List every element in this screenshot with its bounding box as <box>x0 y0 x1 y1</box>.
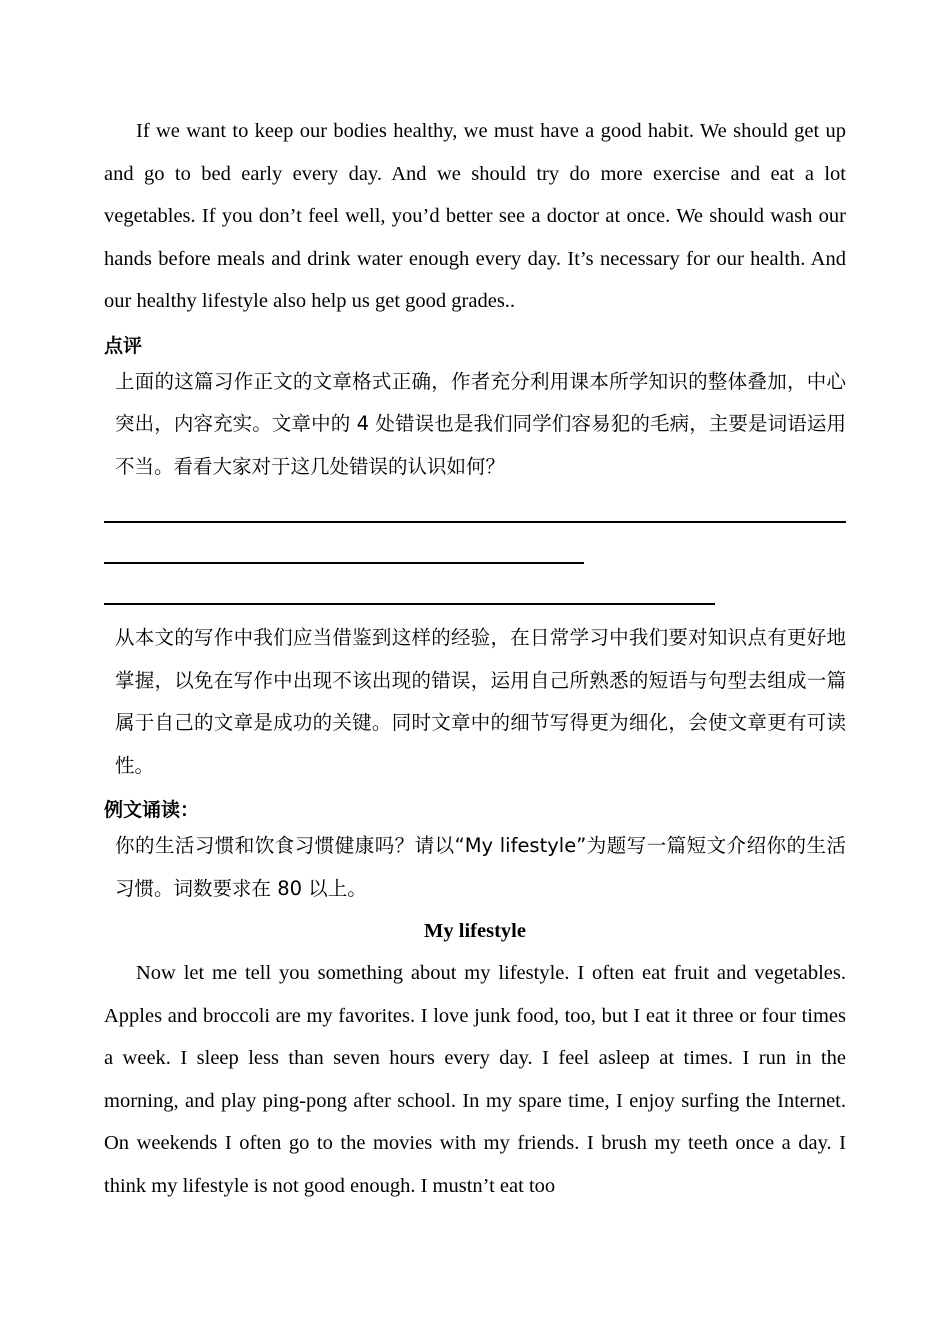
model-heading: 例文诵读： <box>104 799 200 821</box>
document-page <box>104 110 846 1207</box>
answer-line-3 <box>104 570 846 611</box>
answer-line-1 <box>104 488 846 529</box>
answer-rule <box>104 521 846 523</box>
review-heading: 点评 <box>104 334 143 357</box>
answer-rule <box>104 603 715 605</box>
answer-line-2 <box>104 529 846 570</box>
review-text: 上面的这篇习作正文的文章格式正确，作者充分利用课本所学知识的整体叠加，中心突出，内容充实。文章中的 4 处错误也是我们同学们容易犯的毛病，主要是词语运用不当。看看大家对于这几处错误的认识如何？ <box>115 369 846 478</box>
model-body: Now let me tell you something about my lifestyle. I often eat fruit and vegetables. Apples and broccoli are my favorites. I love junk food, too, but I eat it three or four times a week. I sleep less than seven hours every day. I feel asleep at times. I run in the morning, and play ping-pong after school. In my spare time, I enjoy surfing the Internet. On weekends I often go to the movies with my friends. I brush my teeth once a day. I think my lifestyle is not good enough. I mustn’t eat too <box>104 962 846 1197</box>
model-prompt: 你的生活习惯和饮食习惯健康吗？请以“My lifestyle”为题写一篇短文介绍你的生活习惯。词数要求在 80 以上。 <box>115 834 846 900</box>
lesson-text: 从本文的写作中我们应当借鉴到这样的经验，在日常学习中我们要对知识点有更好地掌握，以免在写作中出现不该出现的错误，运用自己所熟悉的短语与句型去组成一篇属于自己的文章是成功的关键。同时文章中的细节写得更为细化，会使文章更有可读性。 <box>115 626 846 777</box>
model-title: My lifestyle <box>424 920 526 942</box>
answer-rule <box>104 562 584 564</box>
essay-paragraph: If we want to keep our bodies healthy, we must have a good habit. We should get up and go to bed early every day. And we should try do more exercise and eat a lot vegetables. If you don’t feel well, you’d better see a doctor at once. We should wash our hands before meals and drink water enough every day. It’s necessary for our health. And our healthy lifestyle also help us get good grades.. <box>104 120 846 312</box>
